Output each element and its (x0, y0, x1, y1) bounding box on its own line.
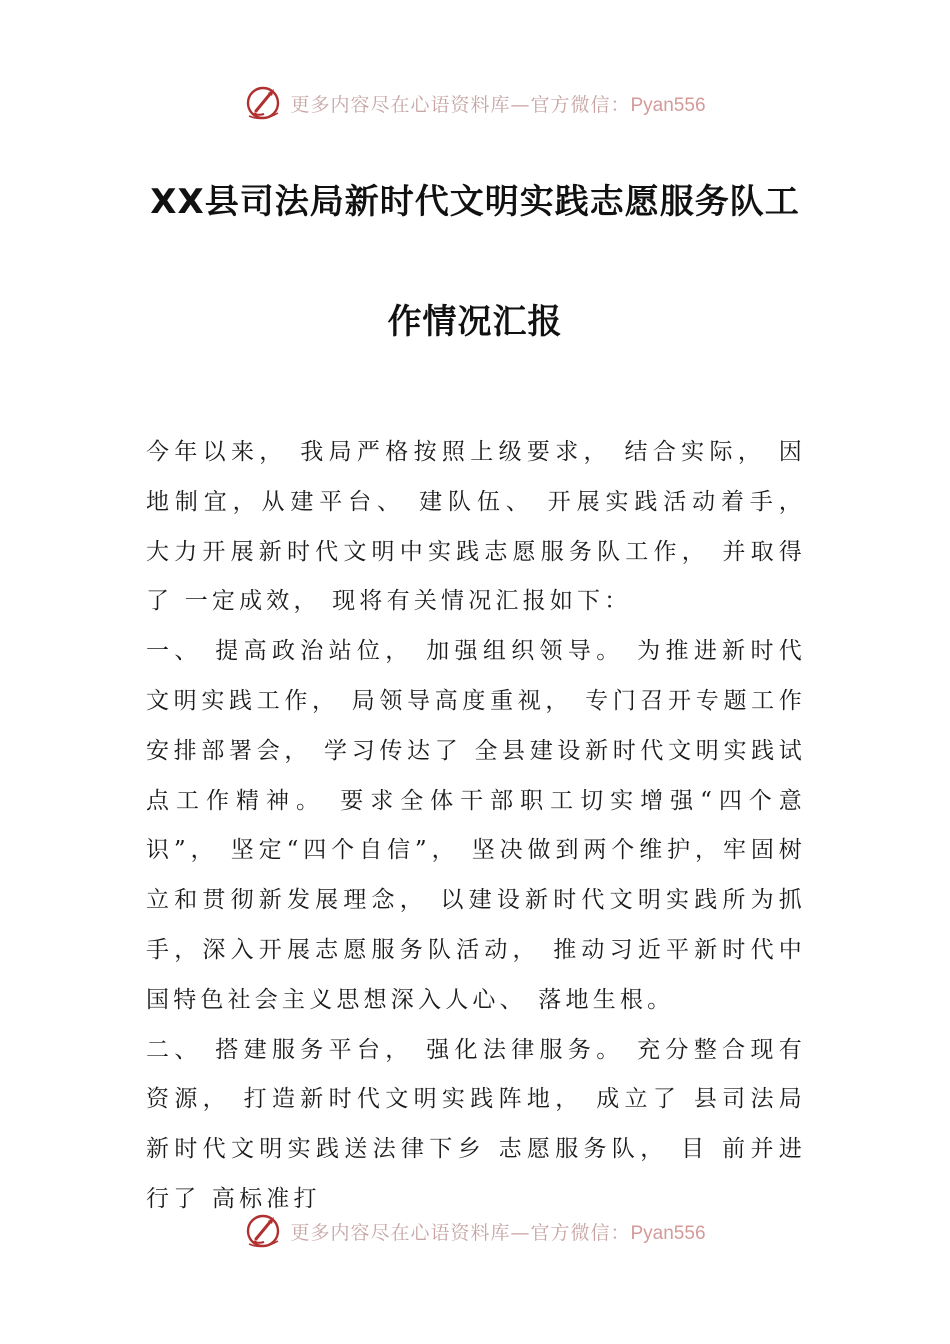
document-title-line-1: XX县司法局新时代文明实践志愿服务队工 (150, 182, 800, 222)
header-watermark (0, 78, 950, 128)
watermark-text: 更多内容尽在心语资料库—官方微信：Pyan556 (290, 1221, 706, 1244)
paragraph-intro: 今年以来， 我局严格按照上级要求， 结合实际， 因地制宜，从建平台、 建队伍、 开展实践活动着手， 大力开展新时代文明中实践志愿服务队工作， 并取得了 一定成效， 现将有关情况汇报如下： (146, 439, 806, 615)
pen-logo-icon (244, 1211, 284, 1251)
document-body (146, 428, 806, 1225)
watermark-text: 更多内容尽在心语资料库—官方微信：Pyan556 (290, 93, 706, 116)
document-title-line-2: 作情况汇报 (387, 302, 563, 342)
pen-logo-icon (244, 83, 284, 123)
footer-watermark (0, 1206, 950, 1256)
paragraph-section-1: 一、 提高政治站位， 加强组织领导。 为推进新时代文明实践工作， 局领导高度重视， 专门召开专题工作安排部署会， 学习传达了 全县建设新时代文明实践试点工作精神。 要求全体干部职工切实增强“四个意识”， 坚定“四个自信”， 坚决做到两个维护，牢固树立和贯彻新发展理念， 以建设新时代文明实践所为抓手，深入开展志愿服务队活动， 推动习近平新时代中国特色社会主义思想深入人心、 落地生根。 (146, 638, 806, 1013)
paragraph-section-2: 二、 搭建服务平台， 强化法律服务。 充分整合现有资源， 打造新时代文明实践阵地， 成立了 县司法局新时代文明实践送法律下乡 志愿服务队， 目 前并进行了 高标准打 (146, 1036, 806, 1212)
